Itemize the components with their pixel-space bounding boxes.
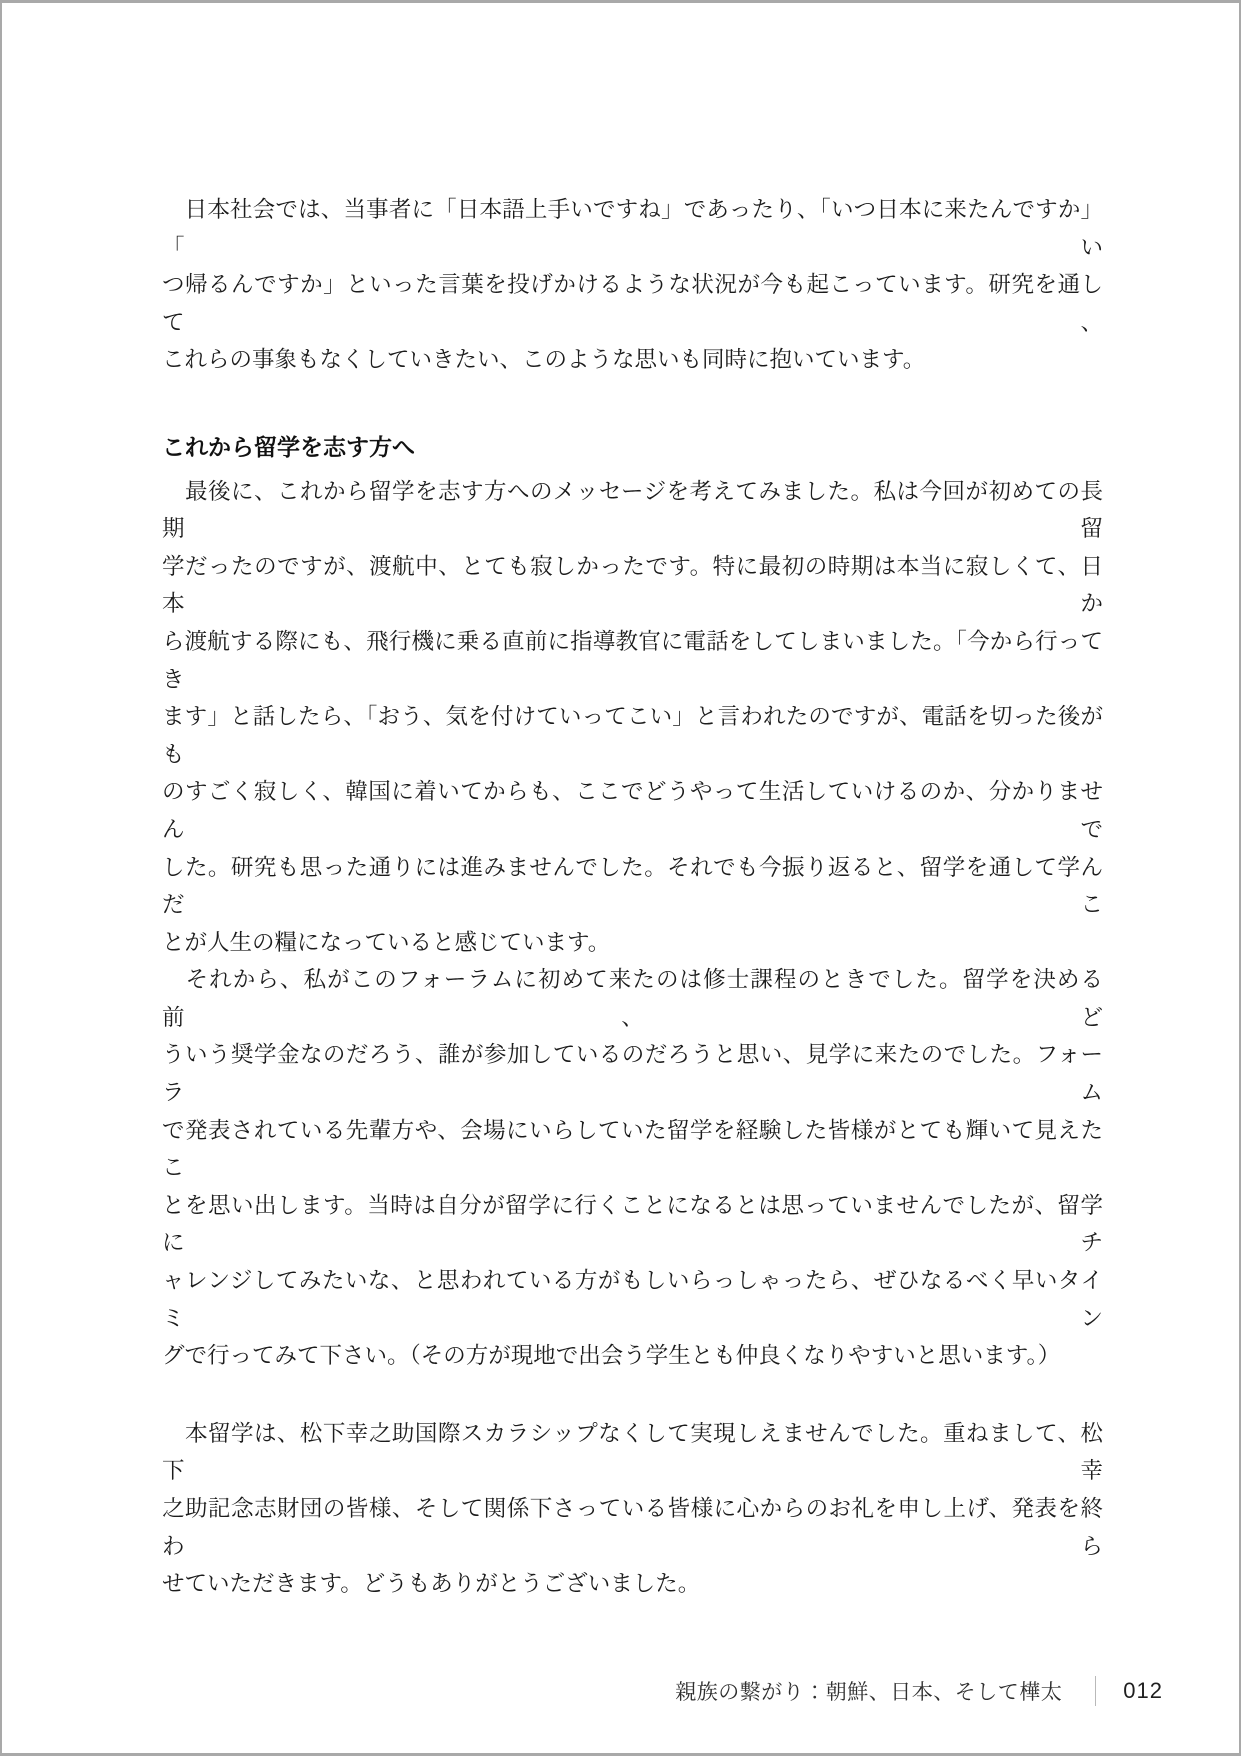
text-line: グで行ってみて下さい。（その方が現地で出会う学生とも仲良くなりやすいと思います。） <box>162 1343 1061 1369</box>
text-line: ャレンジしてみたいな、と思われている方がもしいらっしゃったら、ぜひなるべく早いタイミン <box>162 1268 1103 1331</box>
text-line: 本留学は、松下幸之助国際スカラシップなくして実現しえませんでした。重ねまして、松下幸 <box>162 1420 1103 1484</box>
paragraph-spacer <box>162 1375 1103 1415</box>
text-line: 最後に、これから留学を志す方へのメッセージを考えてみました。私は今回が初めての長期留 <box>162 478 1103 542</box>
page-number: 012 <box>1123 1678 1163 1703</box>
text-line: のすごく寂しく、韓国に着いてからも、ここでどうやって生活していけるのか、分かりませんで <box>162 779 1103 842</box>
text-line: 日本社会では、当事者に「日本語上手いですね」であったり、「いつ日本に来たんですか」「い <box>162 197 1103 260</box>
paragraph <box>162 961 1103 1375</box>
text-line: これから留学を志す方へ <box>162 433 415 460</box>
text-line: 之助記念志財団の皆様、そして関係下さっている皆様に心からのお礼を申し上げ、発表を終わら <box>162 1496 1103 1559</box>
text-line: それから、私がこのフォーラムに初めて来たのは修士課程のときでした。留学を決める前、ど <box>162 967 1103 1030</box>
page-footer <box>675 1673 1163 1709</box>
paragraph <box>162 191 1103 379</box>
footer-title: 親族の繋がり：朝鮮、日本、そして樺太 <box>675 1681 1063 1704</box>
text-line: つ帰るんですか」といった言葉を投げかけるような状況が今も起こっています。研究を通して、 <box>162 272 1103 335</box>
text-line: せていただきます。どうもありがとうございました。 <box>162 1571 701 1597</box>
text-line: した。研究も思った通りには進みませんでした。それでも今振り返ると、留学を通して学んだこ <box>162 854 1103 918</box>
paragraph <box>162 1415 1103 1603</box>
text-line: これらの事象もなくしていきたい、このような思いも同時に抱いています。 <box>162 347 926 373</box>
section-heading <box>162 429 1103 467</box>
text-line: で発表されている先輩方や、会場にいらしていた留学を経験した皆様がとても輝いて見えたこ <box>162 1117 1103 1181</box>
paragraph <box>162 473 1103 962</box>
text-line: とを思い出します。当時は自分が留学に行くことになるとは思っていませんでしたが、留学にチ <box>162 1192 1103 1256</box>
text-line: とが人生の糧になっていると感じています。 <box>162 929 611 955</box>
text-line: ういう奨学金なのだろう、誰が参加しているのだろうと思い、見学に来たのでした。フォーラム <box>162 1042 1103 1106</box>
document-body <box>162 191 1103 1603</box>
text-line: ら渡航する際にも、飛行機に乗る直前に指導教官に電話をしてしまいました。「今から行ってき <box>162 628 1103 692</box>
text-line: ます」と話したら、「おう、気を付けていってこい」と言われたのですが、電話を切った後がも <box>162 704 1103 767</box>
footer-divider <box>1095 1676 1096 1706</box>
text-line: 学だったのですが、渡航中、とても寂しかったです。特に最初の時期は本当に寂しくて、日本か <box>162 553 1103 617</box>
